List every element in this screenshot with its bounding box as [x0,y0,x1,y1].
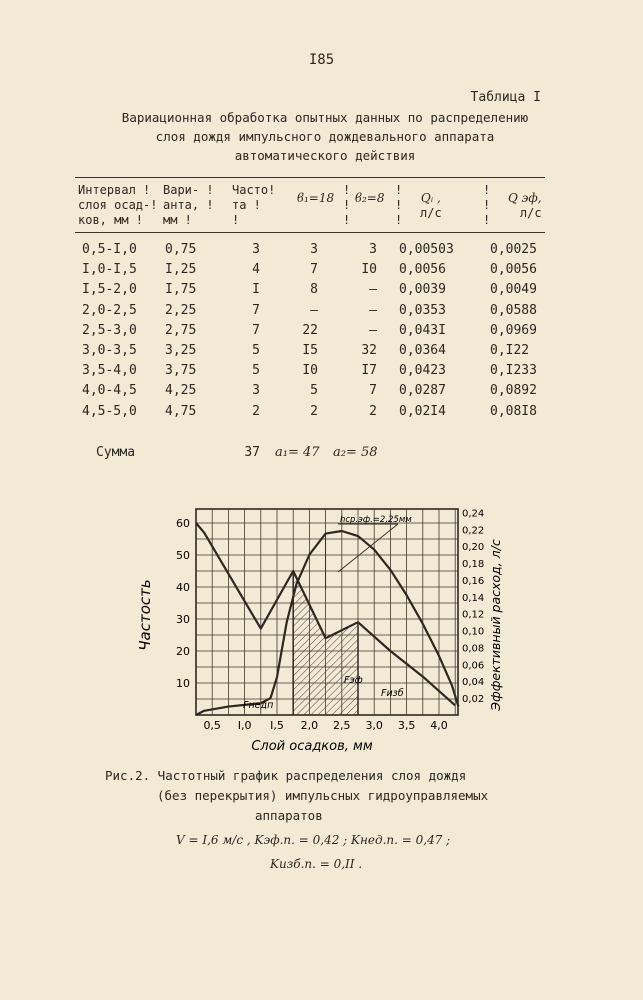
table-cell-b1: I0 [302,363,318,379]
table-cell-qi: 0,02I4 [399,403,446,419]
header-line: Qᵢ , [420,191,441,205]
header-sep: ! ! ! [343,183,351,227]
table-cell-freq: 5 [252,363,260,379]
table-cell-qi: 0,043I [399,322,446,338]
y-right-tick: 0,02 [462,694,485,706]
table-cell-variant: 2,25 [165,302,197,318]
table-cell-qef: 0,0025 [490,242,537,257]
header-line: ! [232,213,240,227]
y-right-tick: 0,24 [462,508,485,520]
table-cell-freq: 5 [252,343,260,358]
x-tick: 4,0 [430,719,448,732]
table-cell-variant: I,25 [165,262,197,278]
table-cell-variant: 3,25 [165,343,197,358]
y-left-tick: 10 [176,677,190,690]
table-cell-b1: 5 [310,383,318,399]
table-cell-freq: 4 [252,262,260,278]
x-axis-label: Слой осадков, мм [251,739,373,754]
table-cell-b2: 2 [369,403,377,419]
table-cell-interval: 0,5-I,0 [82,242,137,257]
table-cell-b2: I0 [361,262,377,278]
y-right-tick: 0,08 [462,643,485,655]
table-cell-b2: I7 [361,363,377,379]
header-line: л/с [420,206,442,220]
table-cell-variant: 4,25 [165,383,197,399]
y-left-axis-label: Частость [136,579,154,651]
y-right-tick: 0,10 [462,626,485,638]
table-cell-qef: 0,0969 [490,322,537,338]
y-right-tick: 0,06 [462,660,485,672]
header-line: анта, ! [163,198,214,212]
header-line: мм ! [163,213,192,227]
table-cell-b1: 8 [310,282,318,298]
y-right-tick: 0,04 [462,677,485,689]
sum-label: Сумма [96,445,136,460]
table-cell-qef: 0,08I8 [490,403,537,419]
table-cell-freq: 7 [252,302,260,318]
table-cell-qef: 0,I22 [490,343,530,358]
caption-line: (без перекрытия) импульсных гидроуправляемых [157,788,489,803]
y-right-tick: 0,14 [462,592,485,604]
y-right-tick: 0,20 [462,542,485,554]
table-cell-freq: 3 [252,383,260,399]
table-cell-interval: I,0-I,5 [82,262,137,278]
page-number: I85 [308,52,335,68]
table-cell-freq: 3 [252,242,260,257]
table-cell-interval: 4,5-5,0 [82,403,137,419]
sum-a2: a₂= 58 [333,445,378,460]
table-cell-b2: 7 [369,383,377,399]
header-line: слоя осад-! [78,198,158,212]
table-cell-variant: 4,75 [165,403,197,419]
table-cell-variant: 3,75 [165,363,197,379]
table-cell-variant: I,75 [165,282,197,298]
x-tick: 2,0 [300,719,319,732]
table-cell-qi: 0,0287 [399,383,446,399]
x-tick: I,0 [237,719,252,732]
header-sep: ! ! ! [483,183,491,227]
formula-line-1: V = I,6 м/с , Kэф.п. = 0,42 ; Kнед.п. = 0,47 ; [176,833,451,847]
annotation-leader [338,524,398,572]
table-cell-freq: 7 [252,322,260,338]
y-left-tick: 40 [176,581,190,594]
header-b1: ϐ₁=18 [297,191,335,205]
x-tick: I,5 [270,719,284,732]
header-line: Интервал ! [78,183,151,197]
table-cell-freq: I [252,282,260,298]
header-line: та ! [232,198,261,212]
table-cell-qef: 0,0049 [490,282,537,298]
table-cell-qef: 0,0892 [490,383,537,399]
label-f-nedop: Fнедп [243,700,274,711]
x-tick: 3,5 [397,719,416,732]
table-cell-b1: 7 [310,262,318,278]
table-cell-qi: 0,0353 [399,302,446,318]
table-cell-b1: I5 [302,343,318,358]
y-right-axis-label: Эффективный расход, л/с [488,539,503,711]
y-left-tick: 60 [176,517,190,530]
table-cell-b1: 2 [310,403,318,419]
table-cell-qi: 0,0364 [399,343,446,358]
table-cell-interval: 3,0-3,5 [82,343,137,358]
x-tick: 2,5 [333,719,351,732]
table-cell-interval: 2,5-3,0 [82,322,137,338]
table-cell-qef: 0,0588 [490,302,537,318]
table-cell-qi: 0,0039 [399,282,446,298]
header-b2: ϐ₂=8 [355,191,385,205]
caption-line: аппаратов [255,808,323,823]
table-cell-b1: – [310,302,318,318]
y-left-tick: 50 [176,549,190,562]
table-cell-interval: 4,0-4,5 [82,383,137,399]
label-f-izb: Fизб [381,688,404,699]
table-title-line: автоматического действия [234,148,416,163]
table-cell-b2: – [369,302,377,318]
table-cell-b2: – [369,322,377,338]
table-cell-qef: 0,0056 [490,262,537,278]
table-title-line: Вариационная обработка опытных данных по распределению [121,110,529,125]
table-cell-b1: 22 [302,322,318,338]
table-cell-qi: 0,0056 [399,262,446,278]
table-cell-interval: 2,0-2,5 [82,302,137,318]
table-cell-variant: 0,75 [165,242,197,257]
y-right-tick: 0,16 [462,575,485,587]
x-tick: 3,0 [365,719,383,732]
annotation-mean-depth: hср.эф.=2,25мм [340,515,412,525]
sum-frequency: 37 [244,445,260,460]
formula-line-2: Kизб.п. = 0,II . [270,857,363,871]
table-cell-b2: 3 [369,242,377,257]
header-line: Q эф, [508,191,542,205]
header-line: Часто! [232,183,276,197]
table-cell-freq: 2 [252,403,260,419]
y-left-tick: 20 [176,645,190,658]
y-right-tick: 0,22 [462,525,485,537]
x-tick: 0,5 [203,719,221,732]
table-cell-qef: 0,I233 [490,363,537,379]
header-line: л/с [519,206,542,220]
y-right-tick: 0,12 [462,609,485,621]
table-cell-qi: 0,0423 [399,363,446,379]
table-cell-b1: 3 [310,242,318,257]
label-f-ef: Fэф [344,675,363,686]
sum-a1: a₁= 47 [275,445,320,460]
header-line: ков, мм ! [78,213,144,227]
table-label: Таблица I [470,90,541,105]
table-cell-b2: – [369,282,377,298]
table-cell-variant: 2,75 [165,322,197,338]
table-title-line: слоя дождя импульсного дождевального аппарата [155,129,495,144]
header-sep: ! ! ! [395,183,403,227]
figure-caption [105,766,545,826]
table-cell-interval: 3,5-4,0 [82,363,137,379]
y-left-tick: 30 [176,613,190,626]
table-cell-b2: 32 [361,343,377,358]
y-right-tick: 0,18 [462,559,485,571]
header-line: Вари- ! [163,183,214,197]
table-cell-interval: I,5-2,0 [82,282,137,298]
table-cell-qi: 0,00503 [399,242,454,257]
caption-line: Рис.2. Частотный график распределения слоя дождя [105,768,467,783]
